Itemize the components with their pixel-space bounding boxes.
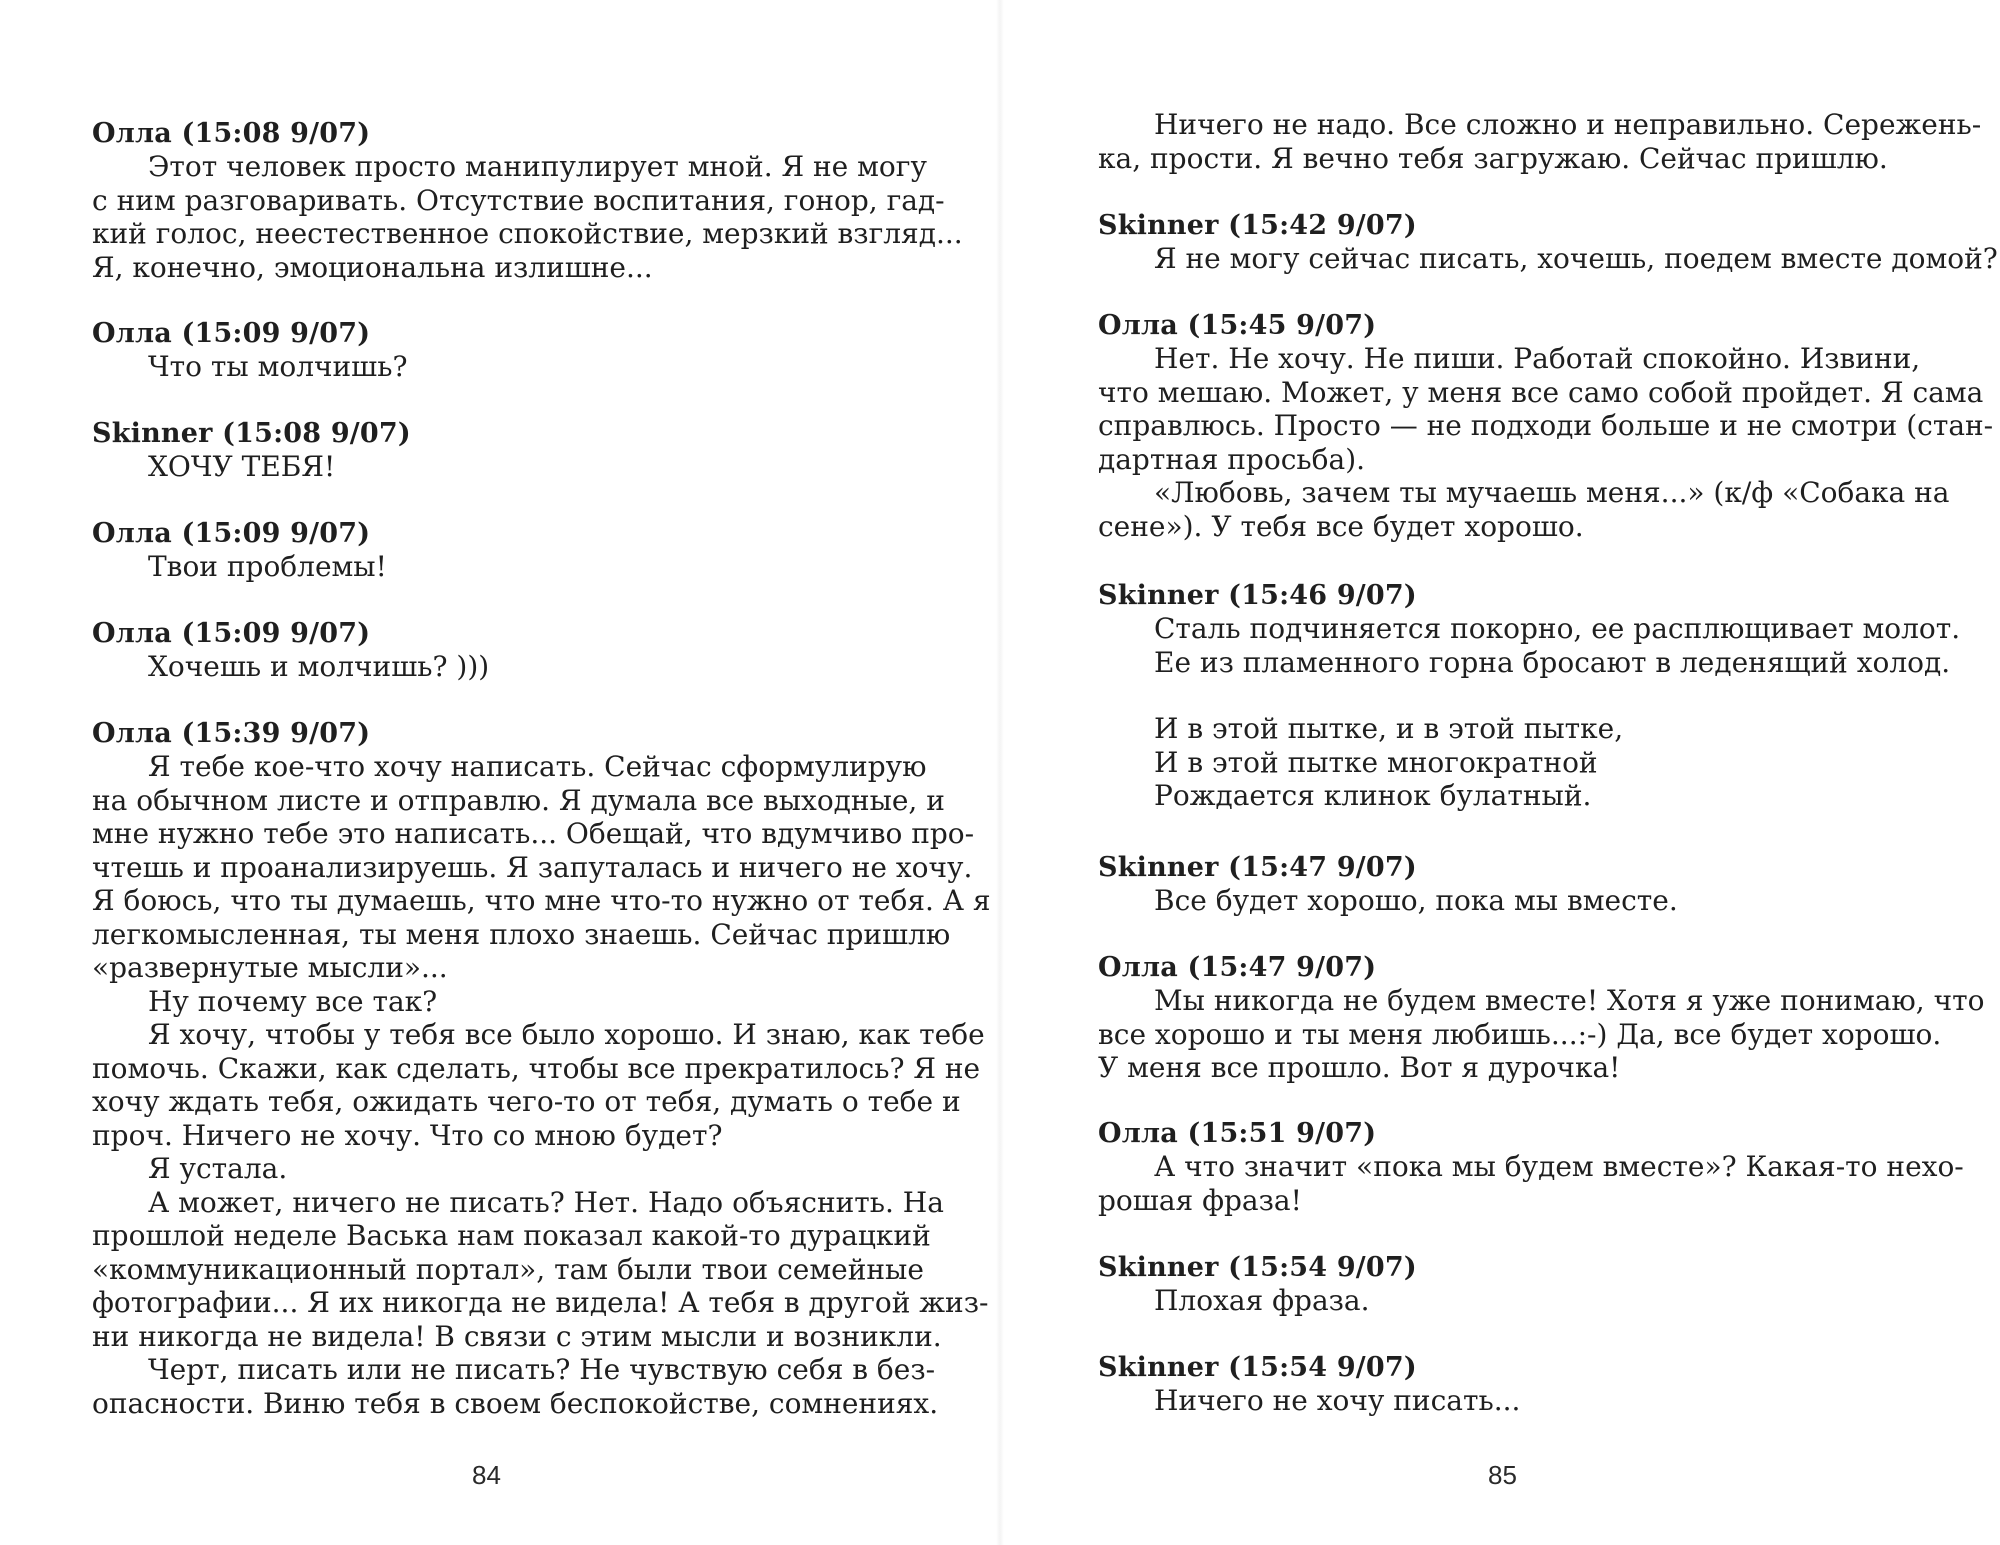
message-line: мне нужно тебе это написать... Обещай, что вдумчиво про- — [92, 817, 975, 850]
message-header: Олла (15:08 9/07) — [92, 118, 371, 149]
message-line: Твои проблемы! — [148, 550, 387, 583]
message-line: Этот человек просто манипулирует мной. Я не могу — [148, 150, 927, 183]
message-line: Все будет хорошо, пока мы вместе. — [1154, 884, 1678, 917]
message-line: ни никогда не видела! В связи с этим мысли и возникли. — [92, 1319, 942, 1353]
message-line: опасности. Виню тебя в своем беспокойстве, сомнениях. — [92, 1386, 939, 1420]
message-line: Черт, писать или не писать? Не чувствую себя в без- — [148, 1353, 936, 1386]
message-line: прошлой неделе Васька нам показал какой-то дурацкий — [92, 1219, 931, 1252]
message-entry — [1098, 1352, 1898, 1418]
message-line: сене»). У тебя все будет хорошо. — [1098, 509, 1584, 543]
message-line: Хочешь и молчишь? ))) — [148, 650, 490, 683]
message-line: Ничего не надо. Все сложно и неправильно. Сережень- — [1154, 108, 1982, 141]
message-entry — [92, 318, 892, 384]
message-header: Олла (15:09 9/07) — [92, 618, 371, 649]
message-line: А может, ничего не писать? Нет. Надо объяснить. На — [148, 1185, 944, 1219]
message-line: что мешаю. Может, у меня все само собой пройдет. Я сама — [1098, 375, 1984, 409]
message-line: Я хочу, чтобы у тебя все было хорошо. И знаю, как тебе — [148, 1018, 985, 1051]
message-header: Олла (15:45 9/07) — [1098, 310, 1377, 341]
message-line: справлюсь. Просто — не подходи больше и не смотри (стан- — [1098, 409, 1994, 442]
message-continuation — [1098, 108, 1982, 175]
message-line: Я устала. — [148, 1152, 288, 1185]
message-line: легкомысленная, ты меня плохо знаешь. Сейчас пришлю — [92, 917, 951, 951]
message-line: Ничего не хочу писать... — [1154, 1384, 1521, 1417]
right-page — [1000, 0, 2000, 1545]
stanza-break — [1098, 679, 1898, 712]
message-line: Ну почему все так? — [148, 984, 438, 1018]
message-header: Олла (15:51 9/07) — [1098, 1118, 1377, 1149]
poem-line: И в этой пытке многократной — [1154, 745, 1598, 779]
message-line: ка, прости. Я вечно тебя загружаю. Сейчас пришлю. — [1098, 141, 1888, 175]
message-line: на обычном листе и отправлю. Я думала все выходные, и — [92, 783, 945, 817]
message-line: проч. Ничего не хочу. Что со мною будет? — [92, 1118, 723, 1152]
poem-line: Рождается клинок булатный. — [1154, 779, 1592, 812]
poem-line: Ее из пламенного горна бросают в леденящий холод. — [1154, 645, 1951, 679]
message-header: Skinner (15:42 9/07) — [1098, 210, 1417, 241]
message-entry — [92, 418, 892, 484]
message-line: Нет. Не хочу. Не пиши. Работай спокойно. Извини, — [1154, 342, 1921, 375]
message-line: «развернутые мысли»... — [92, 951, 448, 984]
message-line: А что значит «пока мы будем вместе»? Какая-то нехо- — [1154, 1150, 1964, 1183]
message-header: Олла (15:09 9/07) — [92, 518, 371, 549]
message-line: помочь. Скажи, как сделать, чтобы все прекратилось? Я не — [92, 1051, 981, 1085]
message-header: Олла (15:09 9/07) — [92, 318, 371, 349]
poem-line: И в этой пытке, и в этой пытке, — [1154, 712, 1624, 745]
message-entry — [1098, 852, 1898, 918]
message-line: Я тебе кое-что хочу написать. Сейчас сформулирую — [148, 750, 927, 783]
message-line: фотографии... Я их никогда не видела! А тебя в другой жиз- — [92, 1286, 989, 1319]
message-entry — [1098, 580, 1961, 813]
message-line: чтешь и проанализируешь. Я запуталась и ничего не хочу. — [92, 850, 973, 884]
message-line: Плохая фраза. — [1154, 1284, 1370, 1317]
message-entry — [1098, 210, 1998, 276]
message-header: Skinner (15:46 9/07) — [1098, 580, 1417, 611]
message-header: Skinner (15:47 9/07) — [1098, 852, 1417, 883]
message-entry — [1098, 1118, 1964, 1217]
message-entry — [1098, 310, 1994, 543]
message-header: Skinner (15:54 9/07) — [1098, 1252, 1417, 1283]
message-line: Я не могу сейчас писать, хочешь, поедем вместе домой? — [1154, 242, 1998, 275]
message-header: Олла (15:39 9/07) — [92, 718, 371, 749]
message-entry — [1098, 952, 1985, 1085]
message-line: Что ты молчишь? — [148, 350, 408, 383]
message-line: «коммуникационный портал», там были твои семейные — [92, 1252, 924, 1286]
message-header: Skinner (15:08 9/07) — [92, 418, 411, 449]
message-entry — [92, 118, 963, 284]
message-entry — [92, 718, 991, 1420]
message-header: Skinner (15:54 9/07) — [1098, 1352, 1417, 1383]
message-entry — [92, 518, 892, 584]
message-entry — [92, 618, 892, 684]
message-line: Я, конечно, эмоциональна излишне... — [92, 250, 653, 284]
message-entry — [1098, 1252, 1898, 1318]
message-line: «Любовь, зачем ты мучаешь меня...» (к/ф «Собака на — [1154, 476, 1950, 509]
message-line: ХОЧУ ТЕБЯ! — [148, 450, 336, 483]
message-line: рошая фраза! — [1098, 1183, 1302, 1217]
message-line: Мы никогда не будем вместе! Хотя я уже понимаю, что — [1154, 984, 1985, 1017]
page-number: 84 — [472, 1460, 501, 1490]
message-line: кий голос, неестественное спокойствие, мерзкий взгляд... — [92, 217, 963, 250]
message-line: дартная просьба). — [1098, 442, 1366, 476]
page-number: 85 — [1488, 1460, 1517, 1490]
poem-line: Сталь подчиняется покорно, ее расплющивает молот. — [1154, 612, 1961, 645]
message-line: с ним разговаривать. Отсутствие воспитания, гонор, гад- — [92, 183, 945, 217]
message-line: хочу ждать тебя, ожидать чего-то от тебя, думать о тебе и — [92, 1085, 961, 1118]
message-line: все хорошо и ты меня любишь...:-) Да, все будет хорошо. — [1098, 1017, 1942, 1051]
message-header: Олла (15:47 9/07) — [1098, 952, 1377, 983]
message-line: У меня все прошло. Вот я дурочка! — [1098, 1051, 1621, 1084]
message-line: Я боюсь, что ты думаешь, что мне что-то нужно от тебя. А я — [92, 884, 991, 917]
